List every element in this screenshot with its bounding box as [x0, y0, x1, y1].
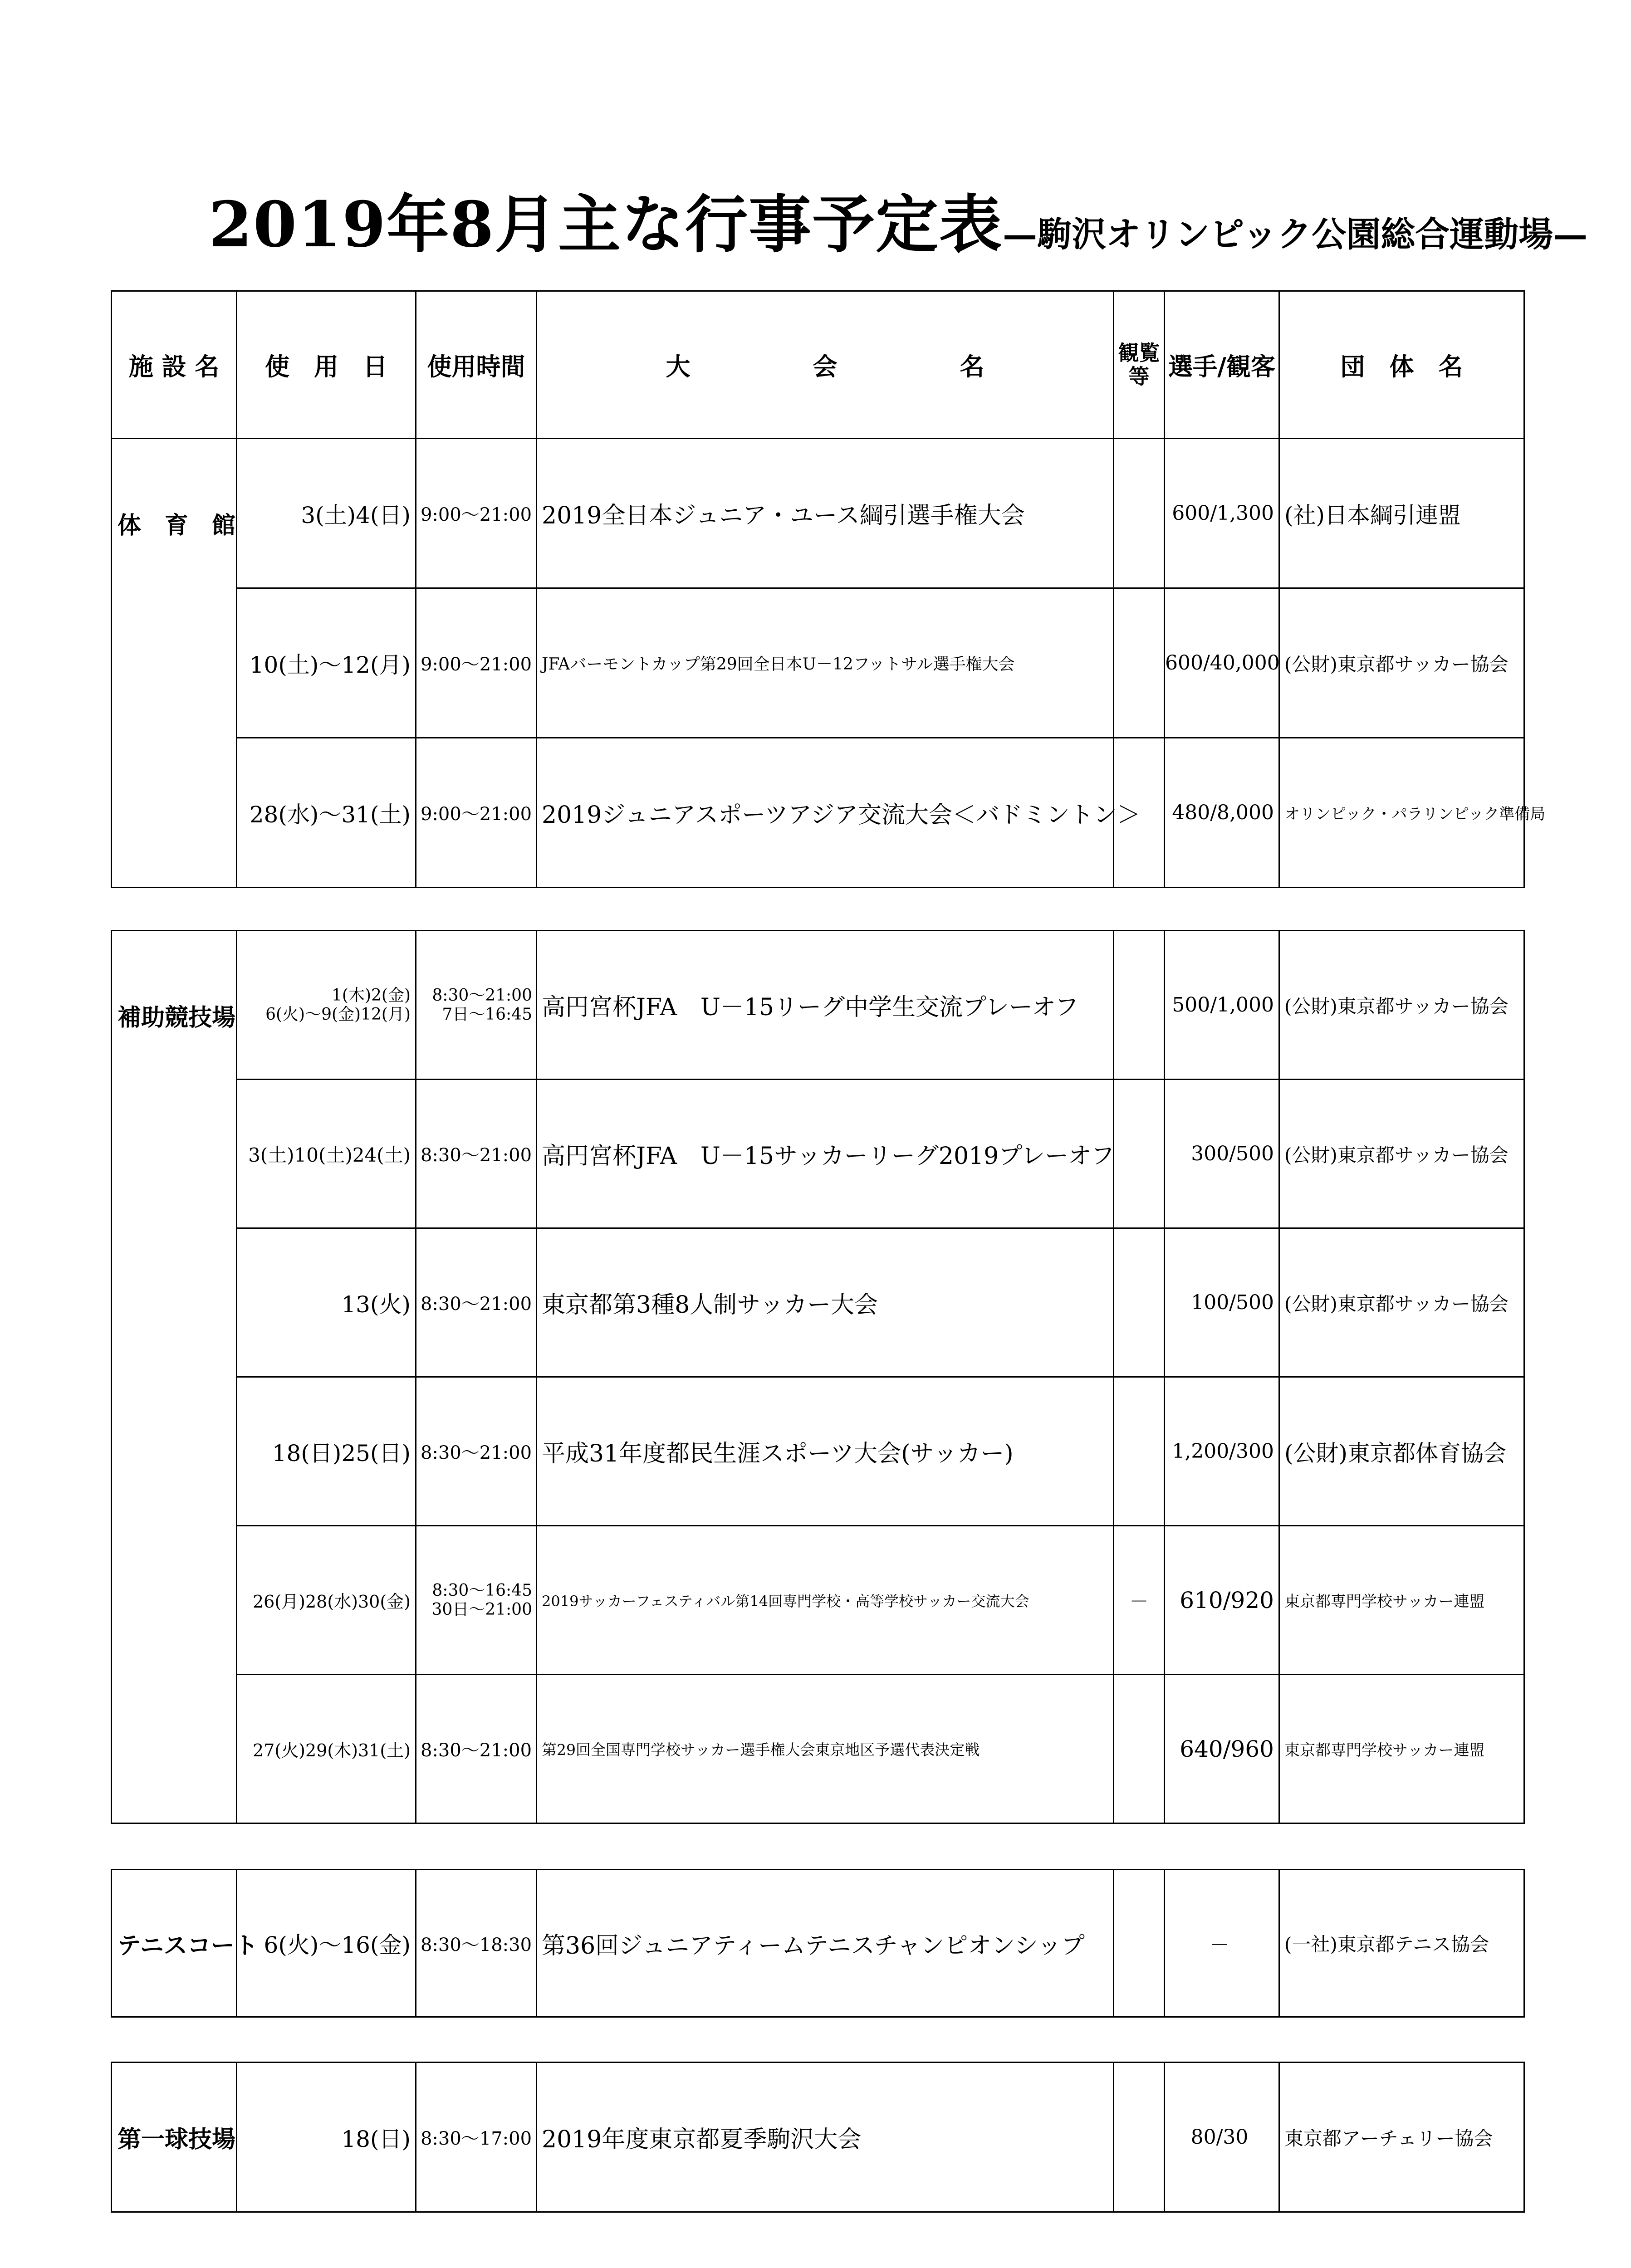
event-name: 高円宮杯JFA U－15サッカーリーグ2019プレーオフ — [537, 1080, 1114, 1228]
viewing-cell — [1114, 588, 1165, 738]
table-row — [112, 1377, 1524, 1526]
viewing-cell — [1114, 931, 1165, 1080]
viewing-cell — [1114, 2063, 1165, 2212]
event-name: JFAバーモントカップ第29回全日本U－12フットサル選手権大会 — [537, 588, 1114, 738]
event-name: 第29回全国専門学校サッカー選手権大会東京地区予選代表決定戦 — [537, 1675, 1114, 1823]
table-row — [112, 439, 1524, 588]
usage-date: 13(火) — [237, 1228, 416, 1377]
participant-count: 300/500 — [1165, 1080, 1279, 1228]
organizer-name: オリンピック・パラリンピック準備局 — [1279, 738, 1524, 888]
page-title — [209, 175, 1587, 264]
usage-time — [416, 931, 537, 1080]
participant-count: 100/500 — [1165, 1228, 1279, 1377]
event-name: 2019年度東京都夏季駒沢大会 — [537, 2063, 1114, 2212]
usage-date-line1: 1(木)2(金) — [332, 986, 411, 1005]
usage-date: 10(土)～12(月) — [237, 588, 416, 738]
participant-count: － — [1165, 1870, 1279, 2017]
usage-date: 6(火)～16(金) — [237, 1870, 416, 2017]
usage-date: 26(月)28(水)30(金) — [237, 1526, 416, 1675]
usage-date — [237, 931, 416, 1080]
schedule-table-tennis-court — [111, 1869, 1525, 2018]
header-viewing: 観覧 等 — [1114, 291, 1165, 439]
viewing-cell — [1114, 439, 1165, 588]
header-row — [112, 291, 1524, 439]
usage-date: 28(水)～31(土) — [237, 738, 416, 888]
viewing-cell — [1114, 1228, 1165, 1377]
usage-time-line1: 8:30～16:45 — [432, 1581, 532, 1600]
event-name: 2019ジュニアスポーツアジア交流大会＜バドミントン＞ — [537, 738, 1114, 888]
event-name: 2019全日本ジュニア・ユース綱引選手権大会 — [537, 439, 1114, 588]
usage-date-line2: 6(火)～9(金)12(月) — [265, 1005, 411, 1024]
usage-time: 8:30～21:00 — [416, 1377, 537, 1526]
event-name: 平成31年度都民生涯スポーツ大会(サッカー) — [537, 1377, 1114, 1526]
viewing-cell — [1114, 1870, 1165, 2017]
event-name: 2019サッカーフェスティバル第14回専門学校・高等学校サッカー交流大会 — [537, 1526, 1114, 1675]
organizer-name: 東京都専門学校サッカー連盟 — [1279, 1526, 1524, 1675]
header-time: 使用時間 — [416, 291, 537, 439]
header-count: 選手/観客 — [1165, 291, 1279, 439]
usage-date: 18(日)25(日) — [237, 1377, 416, 1526]
facility-name: 体 育 館 — [112, 439, 237, 888]
participant-count: 480/8,000 — [1165, 738, 1279, 888]
schedule-table-first-ball-field — [111, 2062, 1525, 2213]
organizer-name: 東京都専門学校サッカー連盟 — [1279, 1675, 1524, 1823]
organizer-name: (公財)東京都サッカー協会 — [1279, 931, 1524, 1080]
table-row — [112, 738, 1524, 888]
event-name: 高円宮杯JFA U－15リーグ中学生交流プレーオフ — [537, 931, 1114, 1080]
organizer-name: (社)日本綱引連盟 — [1279, 439, 1524, 588]
usage-time: 8:30～21:00 — [416, 1228, 537, 1377]
event-name: 第36回ジュニアティームテニスチャンピオンシップ — [537, 1870, 1114, 2017]
usage-time: 9:00～21:00 — [416, 738, 537, 888]
table-row — [112, 588, 1524, 738]
table-row — [112, 931, 1524, 1080]
event-name: 東京都第3種8人制サッカー大会 — [537, 1228, 1114, 1377]
usage-time-line2: 30日～21:00 — [431, 1600, 532, 1619]
table-row — [112, 1870, 1524, 2017]
organizer-name: (一社)東京都テニス協会 — [1279, 1870, 1524, 2017]
table-row — [112, 1080, 1524, 1228]
participant-count: 640/960 — [1165, 1675, 1279, 1823]
usage-date: 27(火)29(木)31(土) — [237, 1675, 416, 1823]
participant-count: 80/30 — [1165, 2063, 1279, 2212]
usage-time — [416, 1526, 537, 1675]
usage-time-line1: 8:30～21:00 — [432, 986, 532, 1005]
table-row — [112, 2063, 1524, 2212]
title-sub: —駒沢オリンピック公園総合運動場— — [1003, 214, 1588, 254]
viewing-cell — [1114, 1377, 1165, 1526]
schedule-table-auxiliary-field — [111, 930, 1525, 1824]
participant-count: 1,200/300 — [1165, 1377, 1279, 1526]
participant-count: 610/920 — [1165, 1526, 1279, 1675]
usage-time: 8:30～18:30 — [416, 1870, 537, 2017]
organizer-name: 東京都アーチェリー協会 — [1279, 2063, 1524, 2212]
organizer-name: (公財)東京都サッカー協会 — [1279, 1080, 1524, 1228]
table-row — [112, 1228, 1524, 1377]
header-date: 使 用 日 — [237, 291, 416, 439]
viewing-cell — [1114, 1080, 1165, 1228]
viewing-cell — [1114, 1675, 1165, 1823]
viewing-cell: － — [1114, 1526, 1165, 1675]
table-row — [112, 1675, 1524, 1823]
organizer-name: (公財)東京都サッカー協会 — [1279, 1228, 1524, 1377]
organizer-name: (公財)東京都体育協会 — [1279, 1377, 1524, 1526]
header-facility: 施 設 名 — [112, 291, 237, 439]
usage-time-line2: 7日～16:45 — [442, 1005, 532, 1024]
usage-time: 9:00～21:00 — [416, 439, 537, 588]
usage-time: 8:30～21:00 — [416, 1080, 537, 1228]
participant-count: 500/1,000 — [1165, 931, 1279, 1080]
organizer-name: (公財)東京都サッカー協会 — [1279, 588, 1524, 738]
participant-count: 600/40,000 — [1165, 588, 1279, 738]
header-org: 団 体 名 — [1279, 291, 1524, 439]
facility-name: 補助競技場 — [112, 931, 237, 1823]
facility-name: 第一球技場 — [112, 2063, 237, 2212]
usage-date: 18(日) — [237, 2063, 416, 2212]
header-event: 大 会 名 — [537, 291, 1114, 439]
title-main: 2019年8月主な行事予定表 — [209, 187, 1003, 261]
facility-name: テニスコート — [112, 1870, 237, 2017]
usage-date: 3(土)4(日) — [237, 439, 416, 588]
table-row — [112, 1526, 1524, 1675]
usage-time: 8:30～17:00 — [416, 2063, 537, 2212]
usage-time: 8:30～21:00 — [416, 1675, 537, 1823]
schedule-table-gymnasium — [111, 290, 1546, 888]
usage-time: 9:00～21:00 — [416, 588, 537, 738]
participant-count: 600/1,300 — [1165, 439, 1279, 588]
usage-date: 3(土)10(土)24(土) — [237, 1080, 416, 1228]
